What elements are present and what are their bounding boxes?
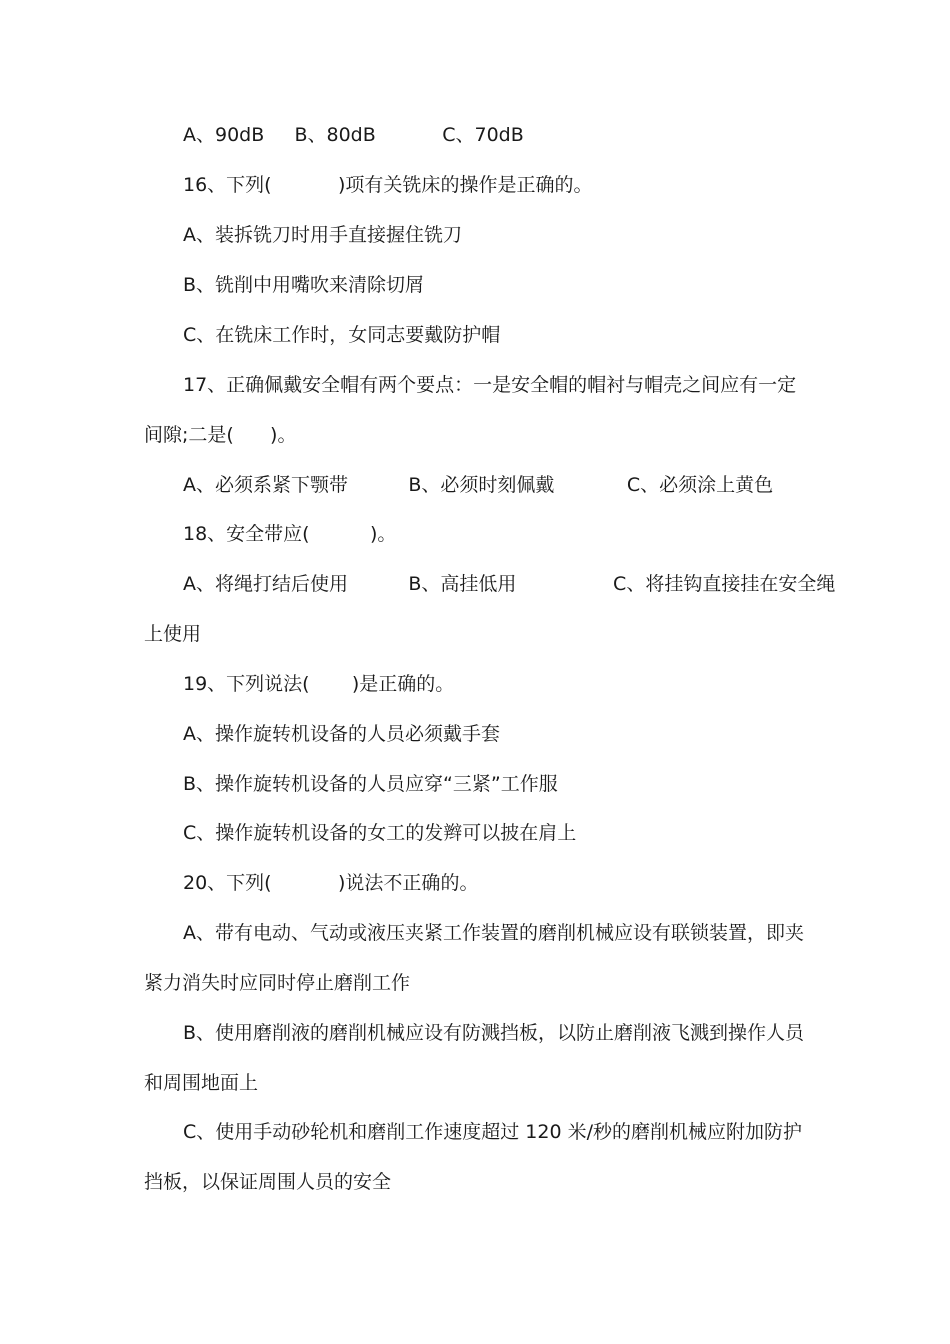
- q20-option-a: A、带有电动、气动或液压夹紧工作装置的磨削机械应设有联锁装置，即夹: [183, 922, 804, 944]
- q20-option-b-cont: 和周围地面上: [144, 1072, 259, 1094]
- q16-option-a: A、装拆铣刀时用手直接握住铣刀: [183, 224, 462, 246]
- q20-option-c: C、使用手动砂轮机和磨削工作速度超过 120 米/秒的磨削机械应附加防护: [183, 1121, 803, 1143]
- q17-question-cont: 间隙;二是( )。: [144, 424, 297, 446]
- q19-option-c: C、操作旋转机设备的女工的发辫可以披在肩上: [183, 822, 577, 844]
- q18-options-cont: 上使用: [144, 623, 202, 645]
- q19-option-b: B、操作旋转机设备的人员应穿“三紧”工作服: [183, 773, 558, 795]
- q16-option-b: B、铣削中用嘴吹来清除切屑: [183, 274, 425, 296]
- q20-option-a-cont: 紧力消失时应同时停止磨削工作: [144, 972, 411, 994]
- q20-option-b: B、使用磨削液的磨削机械应设有防溅挡板，以防止磨削液飞溅到操作人员: [183, 1022, 805, 1044]
- q19-question: 19、下列说法( )是正确的。: [183, 673, 455, 695]
- q18-question: 18、安全带应( )。: [183, 523, 397, 545]
- q16-question: 16、下列( )项有关铣床的操作是正确的。: [183, 174, 593, 196]
- q18-options: A、将绳打结后使用 B、高挂低用 C、将挂钩直接挂在安全绳: [183, 573, 836, 595]
- q16-option-c: C、在铣床工作时，女同志要戴防护帽: [183, 324, 501, 346]
- q19-option-a: A、操作旋转机设备的人员必须戴手套: [183, 723, 500, 745]
- q20-question: 20、下列( )说法不正确的。: [183, 872, 479, 894]
- q20-option-c-cont: 挡板，以保证周围人员的安全: [144, 1171, 392, 1193]
- q17-options: A、必须系紧下颚带 B、必须时刻佩戴 C、必须涂上黄色: [183, 474, 774, 496]
- q15-options: A、90dB B、80dB C、70dB: [183, 124, 524, 146]
- q17-question: 17、正确佩戴安全帽有两个要点：一是安全帽的帽衬与帽壳之间应有一定: [183, 374, 797, 396]
